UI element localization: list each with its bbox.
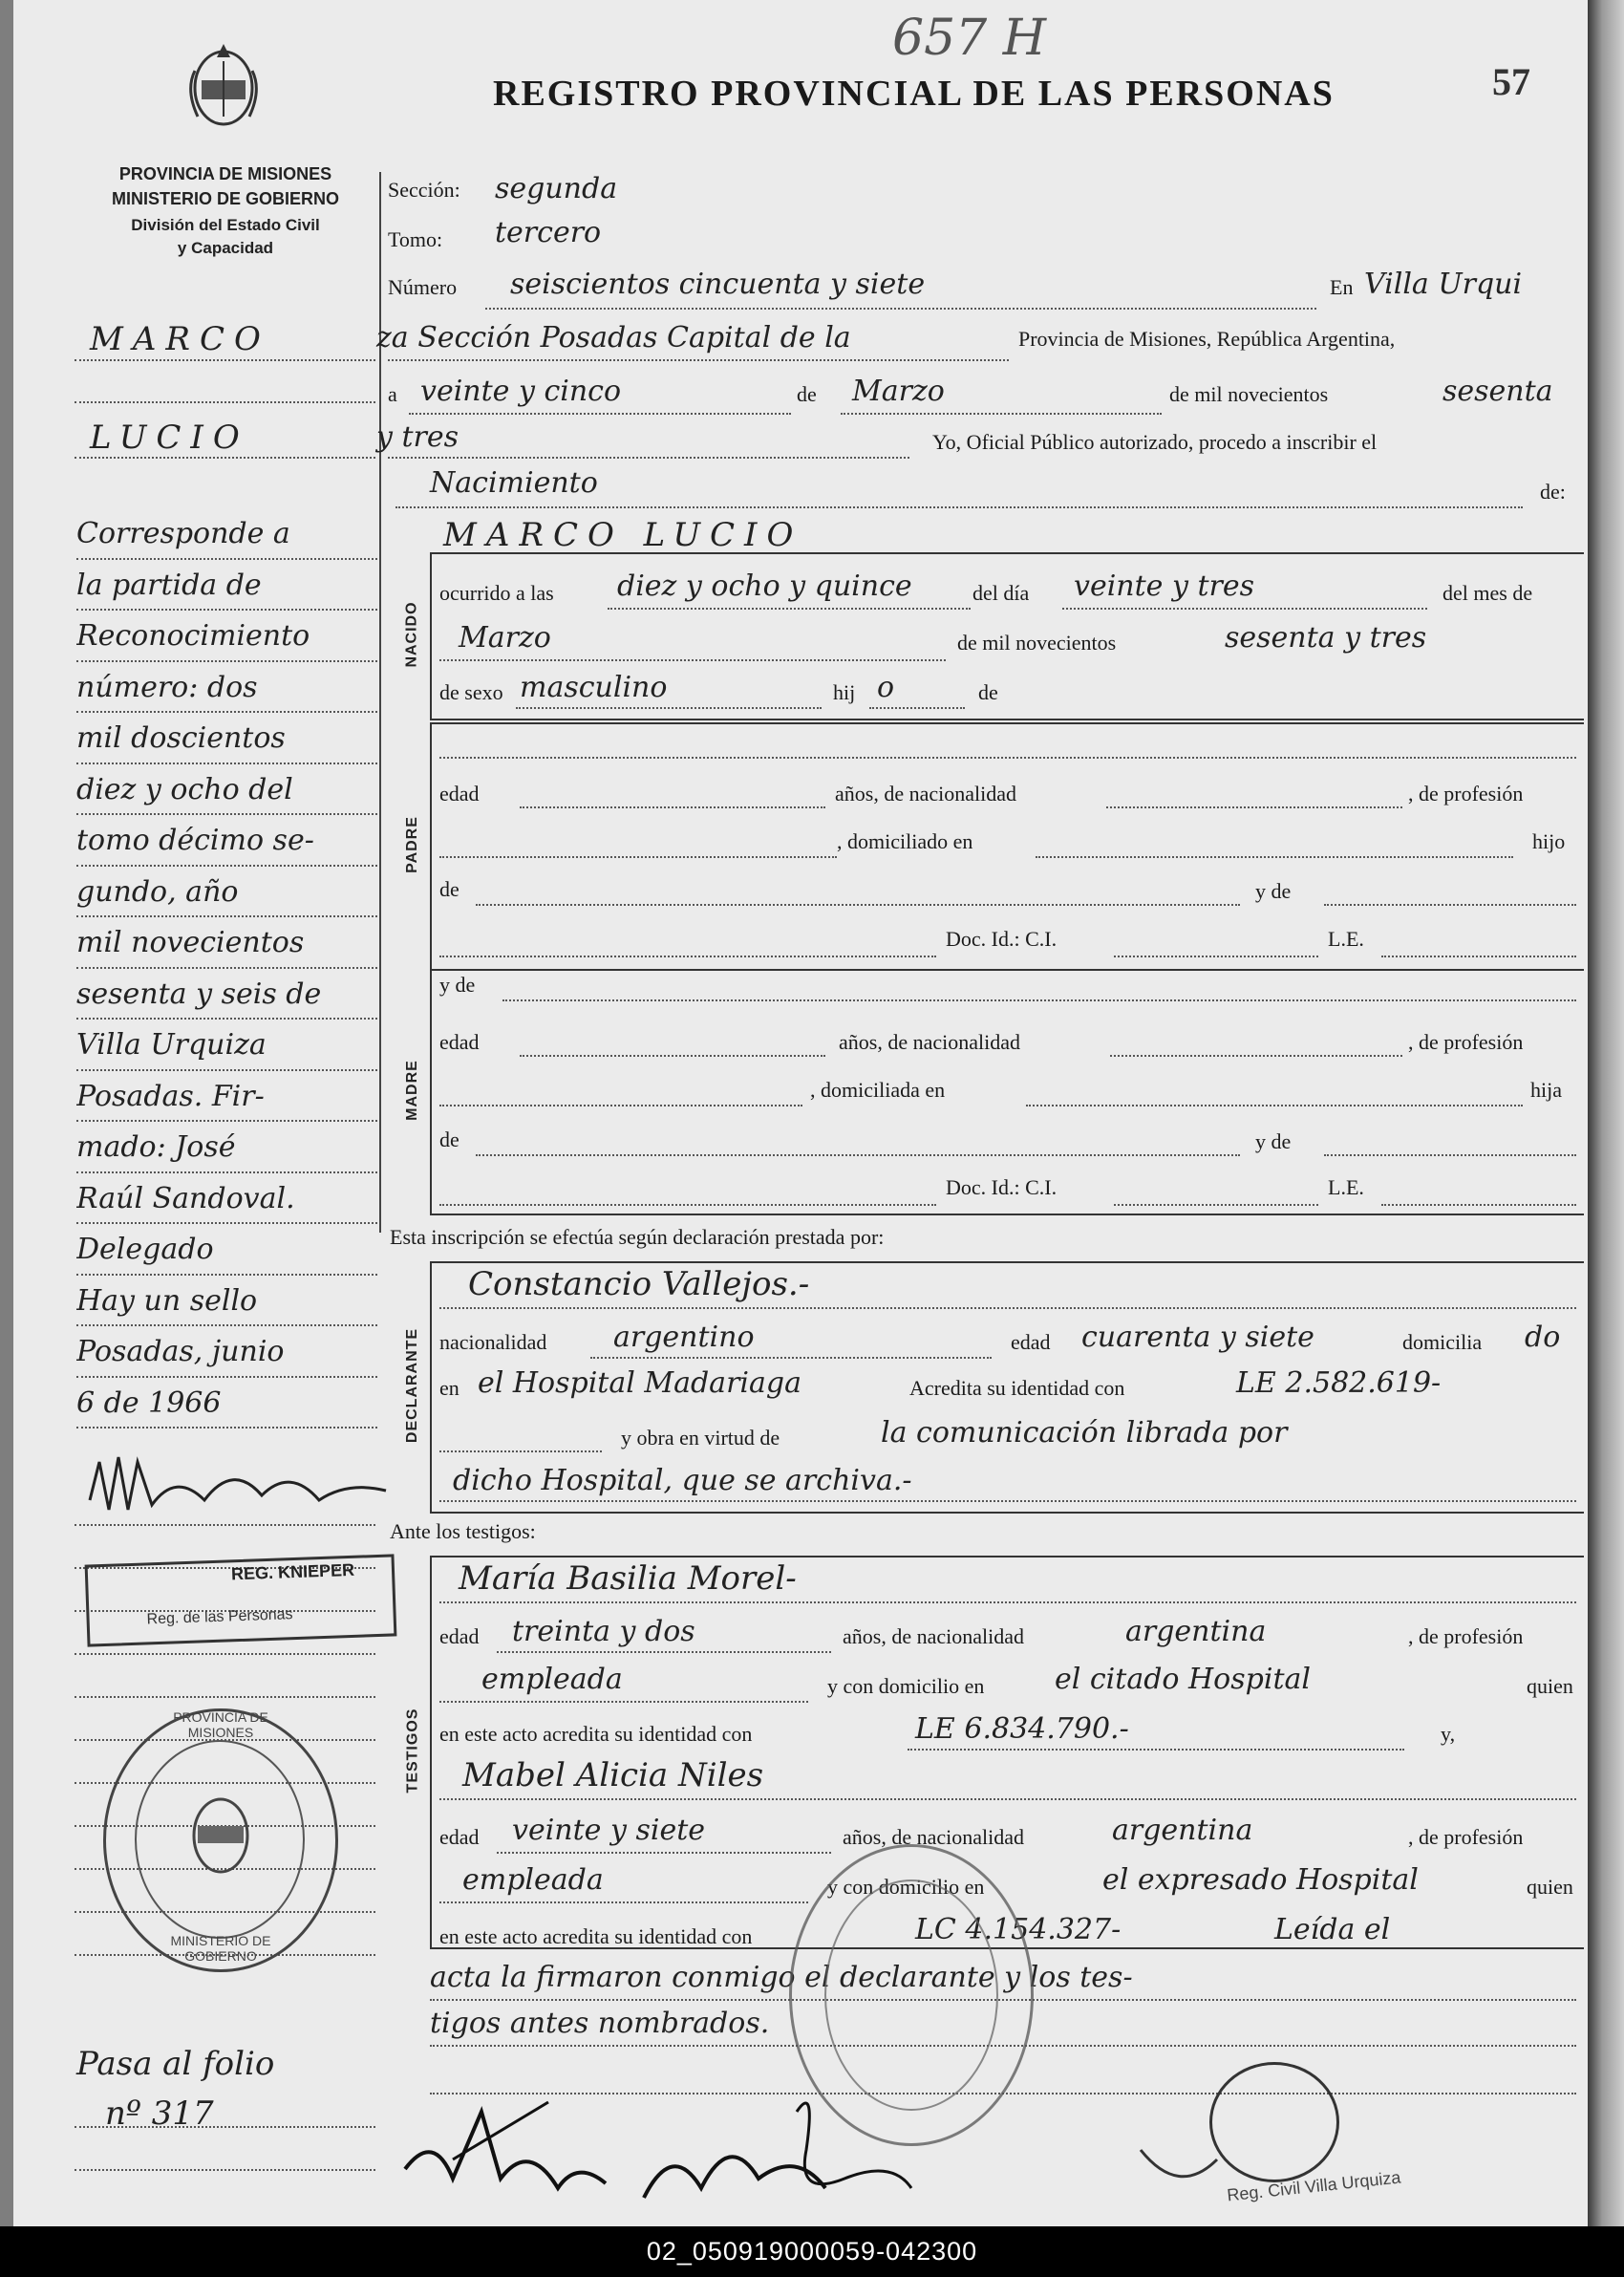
field-line xyxy=(1114,1204,1318,1206)
seccion-label: Sección: xyxy=(388,178,460,202)
document-page xyxy=(13,0,1591,2226)
en-value: Villa Urqui xyxy=(1364,268,1523,301)
en-label: En xyxy=(1330,275,1354,299)
nombre-value: MARCO LUCIO xyxy=(443,516,803,554)
field-line xyxy=(439,1901,808,1903)
field-line xyxy=(520,806,825,808)
province-name: PROVINCIA DE MISIONES xyxy=(118,164,332,183)
mes-value: Marzo xyxy=(852,375,945,408)
testigo1-quien-label: quien xyxy=(1527,1674,1573,1698)
coat-of-arms-icon xyxy=(181,32,267,128)
hora-value: diez y ocho y quince xyxy=(617,569,912,603)
field-line xyxy=(1324,904,1576,906)
hij-value: o xyxy=(877,671,895,704)
seccion-value: segunda xyxy=(495,172,618,205)
field-line xyxy=(1324,1154,1576,1156)
field-line xyxy=(1110,1055,1402,1057)
testigo2-edad-label: edad xyxy=(439,1825,480,1849)
margin-note-line: Raúl Sandoval. xyxy=(76,1173,377,1225)
field-line xyxy=(1381,956,1576,957)
padre-de-label: de xyxy=(439,877,459,901)
madre-label: MADRE xyxy=(404,1060,421,1121)
mil-text: de mil novecientos xyxy=(1169,382,1329,406)
padre-hijo-label: hijo xyxy=(1532,829,1566,853)
declarante-virtud-value: la comunicación librada por xyxy=(881,1416,1288,1450)
testigo1-domicilio-label: y con domicilio en xyxy=(827,1674,985,1698)
tomo-value: tercero xyxy=(495,216,602,249)
field-line xyxy=(439,1701,808,1703)
pasa-folio-2: nº 317 xyxy=(105,2094,214,2133)
madre-de-label: de xyxy=(439,1128,459,1151)
padre-le-label: L.E. xyxy=(1328,927,1364,951)
field-line xyxy=(409,413,791,415)
declarante-intro: Esta inscripción se efectúa según declaración prestada por: xyxy=(390,1225,885,1249)
provincia-text: Provincia de Misiones, República Argentina, xyxy=(1018,327,1396,351)
declarante-edad-label: edad xyxy=(1011,1330,1051,1354)
field-line xyxy=(439,659,946,661)
footer-id-bar xyxy=(0,2226,1624,2277)
field-line xyxy=(395,506,1523,508)
acto-value: Nacimiento xyxy=(430,466,598,500)
margin-signature xyxy=(80,1443,405,1529)
pasa-folio-1: Pasa al folio xyxy=(76,2045,275,2083)
field-line xyxy=(476,1154,1240,1156)
nacido-mil-label: de mil novecientos xyxy=(957,631,1117,655)
footer-id: 02_050919000059-042300 xyxy=(646,2237,978,2266)
margin-note-line: Delegado xyxy=(76,1224,377,1276)
field-line xyxy=(439,956,936,957)
declarante-acredita-value: LE 2.582.619- xyxy=(1236,1366,1442,1400)
dia-value: veinte y cinco xyxy=(420,375,622,408)
declarante-domicilia-label: domicilia xyxy=(1402,1330,1483,1354)
ocurrido-label: ocurrido a las xyxy=(439,581,554,605)
madre-y-de2-label: y de xyxy=(1255,1129,1292,1153)
field-line xyxy=(439,1601,1576,1603)
margin-note-line: la partida de xyxy=(76,560,377,612)
field-line xyxy=(439,1105,802,1106)
margin-note-line: Villa Urquiza xyxy=(76,1020,377,1071)
sexo-value: masculino xyxy=(520,671,668,704)
stamp-text-2: Reg. de las Personas xyxy=(146,1606,293,1628)
margin-note-line: mil novecientos xyxy=(76,917,377,969)
field-line xyxy=(1114,956,1318,957)
corner-stamp-text: Reg. Civil Villa Urquiza xyxy=(1226,2167,1402,2205)
testigo2-leida: Leída el xyxy=(1274,1913,1391,1946)
del-mes-label: del mes de xyxy=(1442,581,1533,605)
ministry-name: MINISTERIO DE GOBIERNO xyxy=(111,189,340,208)
sexo-label: de sexo xyxy=(439,680,503,704)
declarante-nombre: Constancio Vallejos.- xyxy=(468,1265,810,1303)
margin-line xyxy=(75,359,375,361)
field-line xyxy=(516,707,822,709)
madre-y-de-label: y de xyxy=(439,973,476,997)
field-line xyxy=(1106,806,1402,808)
margin-line xyxy=(75,2169,375,2171)
declarante-domicilia-value: do xyxy=(1525,1321,1561,1354)
testigo2-quien-label: quien xyxy=(1527,1875,1573,1899)
corner-stamp-circle xyxy=(1209,2062,1339,2182)
declarante-virtud-label: y obra en virtud de xyxy=(621,1426,780,1450)
testigo2-acredita-label: en este acto acredita su identidad con xyxy=(439,1924,753,1948)
closing-line-1: acta la firmaron conmigo el declarante y los tes- xyxy=(430,1961,1133,1994)
nacido-mes-value: Marzo xyxy=(459,621,551,655)
oficial-text: Yo, Oficial Público autorizado, procedo a inscribir el xyxy=(932,430,1378,454)
margin-note xyxy=(76,508,377,1428)
field-line xyxy=(1062,608,1427,610)
stamp-text: REG. KNIEPER xyxy=(230,1559,355,1584)
padre-doc-label: Doc. Id.: C.I. xyxy=(946,927,1058,951)
testigo1-acredita-label: en este acto acredita su identidad con xyxy=(439,1722,753,1746)
anio-value: sesenta xyxy=(1442,375,1553,408)
numero-label: Número xyxy=(388,275,458,299)
field-line xyxy=(485,308,1316,310)
padre-anios-label: años, de nacionalidad xyxy=(835,782,1016,806)
testigo1-nombre: María Basilia Morel- xyxy=(459,1559,797,1598)
hij-label: hij xyxy=(833,680,856,704)
margin-line xyxy=(75,1653,375,1655)
declarante-edad-value: cuarenta y siete xyxy=(1081,1321,1314,1354)
padre-domiciliado-label: , domiciliado en xyxy=(837,829,973,853)
division-name: División del Estado Civil xyxy=(131,216,320,234)
testigo2-nombre: Mabel Alicia Niles xyxy=(462,1756,764,1794)
margin-note-line: diez y ocho del xyxy=(76,764,377,816)
margin-note-line: Posadas. Fir- xyxy=(76,1071,377,1123)
testigo1-edad: treinta y dos xyxy=(512,1615,695,1648)
testigo2-doc: LC 4.154.327- xyxy=(915,1913,1122,1946)
madre-hija-label: hija xyxy=(1530,1078,1562,1102)
margin-name-1: MARCO xyxy=(90,320,270,358)
official-round-seal xyxy=(789,1844,1034,2146)
margin-note-line: sesenta y seis de xyxy=(76,969,377,1020)
field-line xyxy=(388,359,1009,361)
margin-note-line: tomo décimo se- xyxy=(76,815,377,867)
margin-note-line: número: dos xyxy=(76,662,377,714)
testigos-label: TESTIGOS xyxy=(404,1708,420,1794)
field-line xyxy=(520,1055,825,1057)
madre-domiciliada-label: , domiciliada en xyxy=(810,1078,946,1102)
madre-le-label: L.E. xyxy=(1328,1175,1364,1199)
testigo2-dom: el expresado Hospital xyxy=(1102,1863,1419,1897)
madre-profesion-label: , de profesión xyxy=(1408,1030,1524,1054)
field-line xyxy=(439,1450,602,1452)
testigo2-prof: empleada xyxy=(462,1863,604,1897)
declarante-virtud-value-2: dicho Hospital, que se archiva.- xyxy=(453,1464,912,1497)
testigo1-anios-label: años, de nacionalidad xyxy=(843,1624,1024,1648)
field-line xyxy=(497,1852,831,1854)
tomo-label: Tomo: xyxy=(388,227,443,251)
declarante-en-value: el Hospital Madariaga xyxy=(478,1366,801,1400)
field-line xyxy=(1381,1204,1576,1206)
declarante-en-label: en xyxy=(439,1376,459,1400)
declarante-label: DECLARANTE xyxy=(404,1327,420,1444)
seal-top-text: PROVINCIA DE MISIONES xyxy=(173,1709,268,1740)
margin-line xyxy=(75,457,375,459)
field-line xyxy=(439,856,837,858)
field-line xyxy=(439,1307,1576,1309)
page-edge-shadow xyxy=(1588,0,1624,2226)
division-name-2: y Capacidad xyxy=(177,239,274,257)
madre-doc-label: Doc. Id.: C.I. xyxy=(946,1175,1058,1199)
margin-note-line: Reconocimiento xyxy=(76,611,377,662)
padre-edad-label: edad xyxy=(439,782,480,806)
rectangular-stamp xyxy=(85,1554,397,1646)
margin-line xyxy=(75,1696,375,1698)
nacido-anio-value: sesenta y tres xyxy=(1225,621,1427,655)
field-line xyxy=(1026,1105,1523,1106)
del-dia-label: del día xyxy=(972,581,1030,605)
testigo1-profesion-label: , de profesión xyxy=(1408,1624,1524,1648)
testigo1-doc: LE 6.834.790.- xyxy=(915,1712,1129,1746)
testigo1-nac: argentina xyxy=(1125,1615,1267,1648)
folio-number: 57 xyxy=(1492,60,1530,103)
field-line xyxy=(476,904,1240,906)
de-label: de xyxy=(797,382,817,406)
nacido-label: NACIDO xyxy=(404,601,421,668)
field-line xyxy=(439,1500,1576,1502)
margin-note-line: Corresponde a xyxy=(76,508,377,560)
field-line xyxy=(1036,856,1513,858)
en-value-2: za Sección Posadas Capital de la xyxy=(376,321,851,354)
declarante-nacionalidad-label: nacionalidad xyxy=(439,1330,547,1354)
field-line xyxy=(439,757,1576,759)
declarante-acredita-label: Acredita su identidad con xyxy=(909,1376,1125,1400)
testigo1-dom: el citado Hospital xyxy=(1055,1663,1311,1696)
testigo-y-label: y, xyxy=(1441,1722,1456,1746)
a-label: a xyxy=(388,382,397,406)
field-line xyxy=(502,999,1576,1001)
margin-note-line: gundo, año xyxy=(76,867,377,918)
field-line xyxy=(388,457,909,459)
testigo2-anios-label: años, de nacionalidad xyxy=(843,1825,1024,1849)
testigo2-edad: veinte y siete xyxy=(512,1814,706,1847)
page-title: REGISTRO PROVINCIAL DE LAS PERSONAS xyxy=(493,74,1335,114)
nacido-dia-value: veinte y tres xyxy=(1074,569,1254,603)
margin-note-line: mil doscientos xyxy=(76,713,377,764)
seal-bottom-text: MINISTERIO DE GOBIERNO xyxy=(170,1933,271,1964)
madre-edad-label: edad xyxy=(439,1030,480,1054)
margin-note-line: Posadas, junio xyxy=(76,1326,377,1378)
closing-line-2: tigos antes nombrados. xyxy=(430,2007,770,2040)
padre-label: PADRE xyxy=(404,816,421,873)
round-seal xyxy=(103,1708,338,1972)
testigo2-domicilio-label: y con domicilio en xyxy=(827,1875,985,1899)
testigos-ante-label: Ante los testigos: xyxy=(390,1519,536,1543)
declarante-nacionalidad-value: argentino xyxy=(613,1321,755,1354)
testigo1-prof: empleada xyxy=(481,1663,623,1696)
anio-value-2: y tres xyxy=(376,420,459,454)
margin-note-line: 6 de 1966 xyxy=(76,1378,377,1429)
field-line xyxy=(439,1204,936,1206)
padre-profesion-label: , de profesión xyxy=(1408,782,1524,806)
testigo2-profesion-label: , de profesión xyxy=(1408,1825,1524,1849)
numero-value: seiscientos cincuenta y siete xyxy=(510,268,926,301)
field-line xyxy=(841,413,1162,415)
field-line xyxy=(608,608,971,610)
field-line xyxy=(439,1798,1576,1800)
handwritten-reference: 657 H xyxy=(892,10,1047,67)
field-line xyxy=(908,1749,1404,1751)
nacido-de-label: de xyxy=(978,680,998,704)
testigo2-nac: argentina xyxy=(1112,1814,1253,1847)
field-line xyxy=(869,707,965,709)
padre-y-de-label: y de xyxy=(1255,879,1292,903)
de-colon: de: xyxy=(1540,480,1566,504)
margin-name-2: LUCIO xyxy=(90,419,249,457)
margin-note-line: mado: José xyxy=(76,1122,377,1173)
field-line xyxy=(590,1357,992,1359)
margin-note-line: Hay un sello xyxy=(76,1276,377,1327)
madre-anios-label: años, de nacionalidad xyxy=(839,1030,1020,1054)
margin-line xyxy=(75,401,375,403)
field-line xyxy=(497,1651,831,1653)
testigo1-edad-label: edad xyxy=(439,1624,480,1648)
